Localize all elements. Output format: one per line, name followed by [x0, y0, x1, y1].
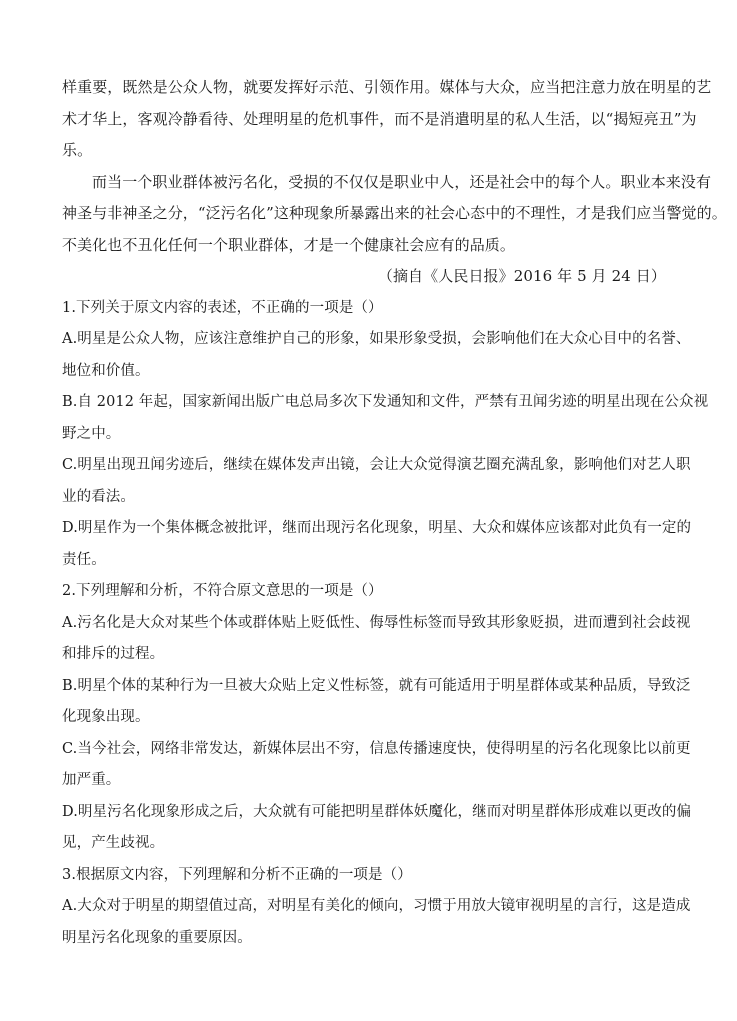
option-line: A.污名化是大众对某些个体或群体贴上贬低性、侮辱性标签而导致其形象贬损，进而遭到社会歧视 [62, 614, 691, 631]
option-d [62, 797, 692, 860]
option-line: 加严重。 [62, 772, 121, 788]
passage-line: 乐。 [62, 141, 93, 159]
option-line: C.明星出现丑闻劣迹后，继续在媒体发声出镜，会让大众觉得演艺圈充满乱象，影响他们对艺人职 [62, 457, 691, 473]
option-b [62, 671, 691, 734]
passage-line: 术才华上，客观冷静看待、处理明星的危机事件，而不是消遣明星的私人生活，以“揭短亮丑”为 [62, 109, 697, 128]
passage-line: 神圣与非神圣之分，“泛污名化”这种现象所暴露出来的社会心态中的不理性，才是我们应当警觉的。 [62, 204, 727, 222]
document-page [62, 72, 727, 954]
option-a [62, 891, 691, 954]
question-stem: 2.下列理解和分析，不符合原文意思的一项是（） [62, 583, 383, 599]
option-line: A.大众对于明星的期望值过高，对明星有美化的倾向，习惯于用放大镜审视明星的言行，这是造成 [62, 898, 691, 914]
option-c [62, 450, 691, 513]
option-line: 化现象出现。 [62, 709, 150, 725]
option-line: D.明星污名化现象形成之后，大众就有可能把明星群体妖魔化，继而对明星群体形成难以更改的偏 [62, 803, 692, 820]
option-line: C.当今社会，网络非常发达，新媒体层出不穷，信息传播速度快，使得明星的污名化现象比以前更 [62, 740, 691, 757]
option-c [62, 734, 691, 797]
option-line: B.明星个体的某种行为一旦被大众贴上定义性标签，就有可能适用于明星群体或某种品质，导致泛 [62, 677, 691, 694]
source-citation: （摘自《人民日报》2016 年 5 月 24 日） [377, 267, 666, 285]
question-stem: 1.下列关于原文内容的表述，不正确的一项是（） [62, 299, 383, 316]
question-3 [62, 860, 691, 955]
option-line: 野之中。 [62, 425, 121, 442]
question-1 [62, 293, 709, 577]
option-line: A.明星是公众人物，应该注意维护自己的形象，如果形象受损，会影响他们在大众心目中的名誉、 [62, 331, 691, 347]
option-line: B.自 2012 年起，国家新闻出版广电总局多次下发通知和文件，严禁有丑闻劣迹的明星出现在公众视 [62, 394, 709, 410]
option-line: D.明星作为一个集体概念被批评，继而出现污名化现象，明星、大众和媒体应该都对此负有一定的 [62, 520, 692, 536]
question-2 [62, 576, 692, 860]
passage-line: 样重要，既然是公众人物，就要发挥好示范、引领作用。媒体与大众，应当把注意力放在明星的艺 [62, 78, 712, 96]
option-line: 业的看法。 [62, 488, 135, 505]
option-b [62, 387, 709, 450]
passage-line: 不美化也不丑化任何一个职业群体，才是一个健康社会应有的品质。 [62, 235, 516, 254]
option-line: 明星污名化现象的重要原因。 [62, 929, 252, 946]
option-line: 责任。 [62, 551, 106, 568]
passage-paragraph-2 [62, 167, 727, 262]
option-line: 和排斥的过程。 [62, 646, 165, 662]
question-stem: 3.根据原文内容，下列理解和分析不正确的一项是（） [62, 866, 412, 883]
option-line: 地位和价值。 [62, 362, 150, 379]
option-line: 见，产生歧视。 [62, 835, 165, 851]
passage-paragraph-1 [62, 72, 712, 167]
option-a [62, 324, 691, 387]
option-a [62, 608, 691, 671]
option-d [62, 513, 692, 576]
passage-line: 而当一个职业群体被污名化，受损的不仅仅是职业中人，还是社会中的每个人。职业本来没有 [92, 172, 712, 191]
